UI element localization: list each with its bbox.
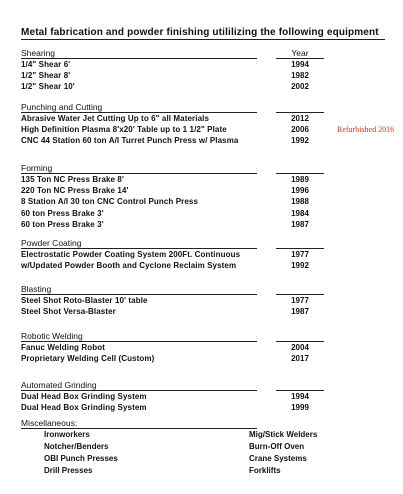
section-rule (21, 58, 257, 59)
year-rule (276, 173, 324, 174)
equipment-year: 1977 (291, 296, 309, 305)
section-heading: Automated Grinding (21, 380, 97, 390)
equipment-year: 2012 (291, 114, 309, 123)
equipment-name: Abrasive Water Jet Cutting Up to 6" all Materials (21, 114, 209, 123)
equipment-year: 1996 (291, 186, 309, 196)
equipment-name: 60 ton Press Brake 3' (21, 208, 104, 218)
misc-item-right: Burn-Off Oven (249, 442, 305, 451)
equipment-name: 8 Station A/I 30 ton CNC Control Punch Press (21, 197, 199, 207)
equipment-name: Dual Head Box Grinding System (21, 403, 147, 413)
equipment-name: Steel Shot Versa-Blaster (21, 307, 116, 317)
equipment-name: Fanuc Welding Robot (21, 343, 105, 352)
equipment-name: 1/2" Shear 10' (21, 82, 75, 92)
equipment-year: 1984 (291, 208, 309, 218)
section-rule (21, 248, 257, 249)
equipment-name: Proprietary Welding Cell (Custom) (21, 354, 155, 364)
year-rule (276, 294, 324, 295)
document-title: Metal fabrication and powder finishing utililizing the following equipment (21, 27, 385, 40)
misc-item-right: Crane Systems (249, 454, 307, 463)
equipment-year: 2006 (291, 125, 309, 135)
section-rule (21, 341, 257, 342)
section-heading: Blasting (21, 284, 52, 294)
misc-rule (21, 428, 257, 429)
equipment-year: 2002 (291, 82, 309, 92)
equipment-year: 1989 (291, 175, 309, 184)
equipment-name: w/Updated Powder Booth and Cyclone Reclaim System (21, 261, 237, 271)
section-heading: Punching and Cutting (21, 102, 103, 112)
equipment-year: 1988 (291, 197, 309, 207)
year-column-header: Year (291, 48, 309, 58)
equipment-year: 1987 (291, 307, 309, 317)
section-heading: Shearing (21, 48, 56, 58)
misc-item-left: OBI Punch Presses (44, 454, 118, 463)
misc-item-left: Drill Presses (44, 466, 93, 475)
section-rule (21, 294, 257, 295)
equipment-name: Dual Head Box Grinding System (21, 392, 147, 401)
equipment-name: CNC 44 Station 60 ton A/I Turret Punch Press w/ Plasma (21, 136, 239, 146)
equipment-year: 1994 (291, 392, 309, 401)
misc-item-right: Forklifts (249, 466, 281, 475)
equipment-name: Electrostatic Powder Coating System 200Ft. Continuous (21, 250, 241, 259)
refurbished-note: Refurbished 2016 (337, 125, 395, 135)
year-rule (276, 58, 324, 59)
equipment-name: Steel Shot Roto-Blaster 10' table (21, 296, 148, 305)
section-heading: Powder Coating (21, 238, 82, 248)
equipment-year: 1994 (291, 60, 309, 69)
equipment-name: 60 ton Press Brake 3' (21, 219, 104, 229)
equipment-name: High Definition Plasma 8'x20' Table up to 1 1/2" Plate (21, 125, 227, 135)
section-rule (21, 390, 257, 391)
equipment-name: 1/4" Shear 6' (21, 60, 71, 69)
equipment-year: 1982 (291, 71, 309, 81)
equipment-name: 135 Ton NC Press Brake 8' (21, 175, 124, 184)
misc-item-right: Mig/Stick Welders (249, 430, 318, 439)
section-rule (21, 112, 257, 113)
equipment-name: 1/2" Shear 8' (21, 71, 71, 81)
equipment-year: 1992 (291, 136, 309, 146)
misc-heading: Miscellaneous: (21, 418, 78, 428)
equipment-year: 2017 (291, 354, 309, 364)
equipment-year: 2004 (291, 343, 309, 352)
year-rule (276, 112, 324, 113)
year-rule (276, 390, 324, 391)
section-heading: Robotic Welding (21, 331, 83, 341)
year-rule (276, 248, 324, 249)
equipment-year: 1977 (291, 250, 309, 259)
section-rule (21, 173, 257, 174)
equipment-name: 220 Ton NC Press Brake 14' (21, 186, 129, 196)
misc-item-left: Ironworkers (44, 430, 90, 439)
misc-item-left: Notcher/Benders (44, 442, 109, 451)
section-heading: Forming (21, 163, 53, 173)
equipment-year: 1999 (291, 403, 309, 413)
equipment-year: 1987 (291, 219, 309, 229)
year-rule (276, 341, 324, 342)
equipment-year: 1992 (291, 261, 309, 271)
